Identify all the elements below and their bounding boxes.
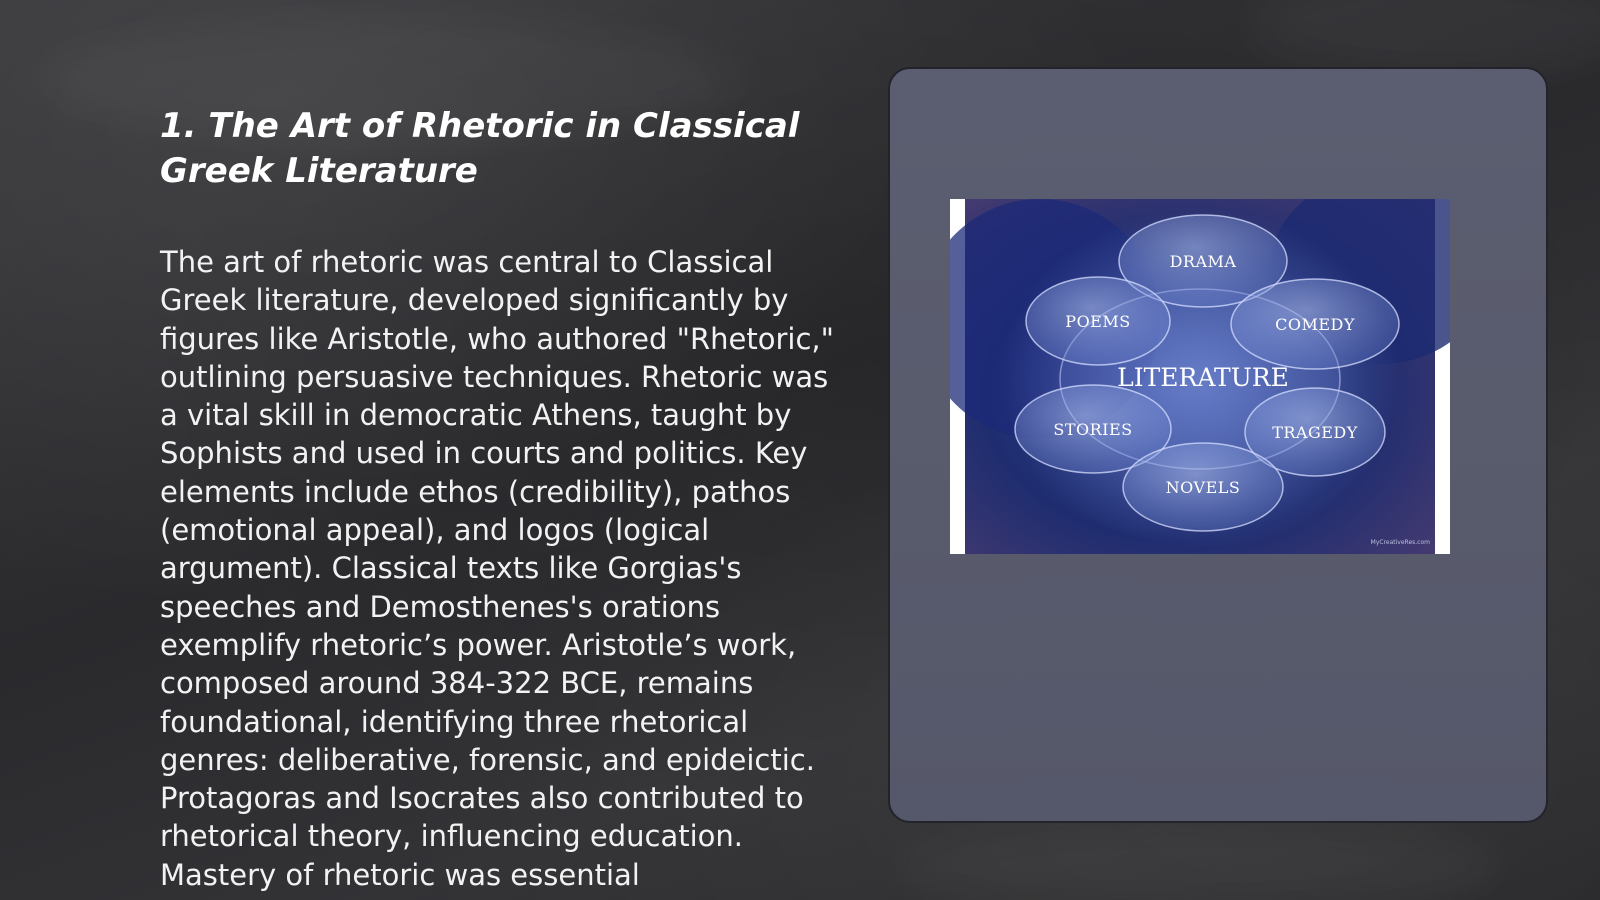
poems-label: POEMS xyxy=(1065,312,1131,331)
novels-bubble xyxy=(1123,443,1283,531)
slide-body-text: The art of rhetoric was central to Classical Greek literature, developed significantly by figures like Aristotle, who authored "Rhetoric," outlining persuasive techniques. Rhetoric was a vital skill in democratic Athens, taught by Sophists and used in courts and politics. Key elements include ethos (credibility), pathos (emotional appeal), and logos (logical argument). Classical texts like Gorgias's speeches and Demosthenes's orations exemplify rhetoric’s power. Aristotle’s work, composed around 384-322 BCE, remains foundational, identifying three rhetorical genres: deliberative, forensic, and epideictic. Protagoras and Isocrates also contributed to rhetorical theory, influencing education. Mastery of rhetoric was essential xyxy=(160,245,834,892)
literature-diagram-image xyxy=(950,199,1450,554)
literature-diagram xyxy=(950,199,1450,554)
comedy-bubble xyxy=(1231,279,1399,369)
slide-title: 1. The Art of Rhetoric in Classical Greek Literature xyxy=(160,106,800,191)
image-credit: MyCreativeRes.com xyxy=(1370,539,1430,546)
novels-label: NOVELS xyxy=(1165,478,1241,497)
comedy-label: COMEDY xyxy=(1275,315,1355,334)
drama-label: DRAMA xyxy=(1169,252,1237,271)
poems-bubble xyxy=(1026,277,1170,365)
tragedy-label: TRAGEDY xyxy=(1272,423,1358,442)
chalk-texture xyxy=(900,820,1500,900)
literature-label: LITERATURE xyxy=(1117,363,1289,392)
stories-label: STORIES xyxy=(1053,420,1133,439)
